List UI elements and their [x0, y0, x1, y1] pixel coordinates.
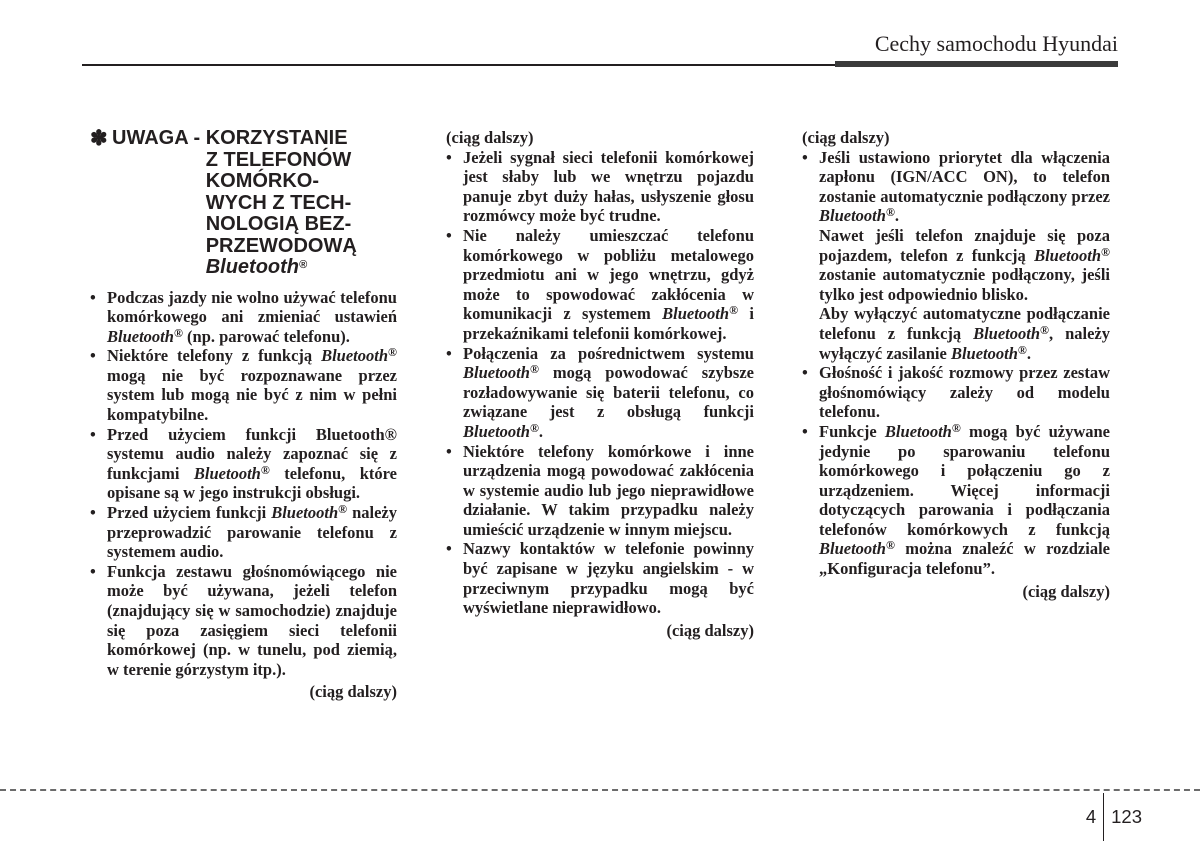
- list-item-text: [107, 562, 397, 680]
- text-run: mogą powodować szybsze rozładowywanie się baterii telefonu, co związane jest z obsługą funkcji: [463, 363, 754, 422]
- brand-name: Bluetooth: [819, 539, 886, 559]
- text-run: .: [538, 421, 544, 441]
- page-number: [1086, 789, 1142, 845]
- list-item: [90, 503, 397, 562]
- bullet-icon: •: [90, 346, 96, 366]
- list-item: [802, 148, 1110, 364]
- registered-mark: ®: [885, 205, 895, 220]
- text-run: .: [1026, 343, 1031, 363]
- text-run: Połączenia za pośrednictwem systemu: [463, 343, 754, 363]
- list-item: [90, 562, 397, 680]
- registered-mark: ®: [529, 420, 539, 435]
- brand-name: Bluetooth: [884, 421, 952, 441]
- text-run: Przed użyciem funkcji Bluetooth® systemu audio należy zapoznać się z funkcjami: [107, 424, 397, 483]
- list-item-text: [463, 539, 754, 617]
- header-rule-accent: [835, 61, 1118, 67]
- list-item-paragraph: [819, 148, 1110, 226]
- text-run: należy przeprowadzić parowanie telefonu z systemem audio.: [107, 503, 397, 562]
- text-run: telefonu, które opisane są w jego instrukcji obsługi.: [107, 463, 397, 503]
- page-number-value: 123: [1111, 806, 1142, 827]
- bullet-list: [446, 148, 754, 618]
- registered-mark: ®: [1101, 244, 1110, 259]
- continued-note: (ciąg dalszy): [309, 682, 397, 702]
- text-run: Funkcje: [819, 421, 885, 441]
- list-item-text: [463, 442, 754, 540]
- text-run: można znaleźć w rozdziale „Konfiguracja telefonu”.: [819, 539, 1110, 579]
- text-run: Nazwy kontaktów w telefonie powinny być zapisane w języku angielskim - w przeciwnym przypadku mogą być wyświetlane nieprawidłowo.: [463, 539, 754, 618]
- text-run: i przekaźnikami telefonii komórkowej.: [463, 304, 754, 343]
- list-item: [446, 344, 754, 442]
- bullet-icon: •: [90, 503, 96, 523]
- text-run: Nie należy umieszczać telefonu komórkowego w pobliżu metalowego przedmiotu ani w jego wnętrzu, gdyż może to spowodować zakłócenia w komunikacji z systemem: [463, 225, 754, 324]
- brand-name: Bluetooth: [107, 326, 174, 346]
- brand-name: Bluetooth: [662, 304, 730, 324]
- registered-mark: ®: [729, 303, 739, 318]
- brand-name: Bluetooth: [193, 463, 261, 483]
- registered-mark: ®: [1017, 342, 1027, 357]
- continued-note: (ciąg dalszy): [666, 620, 754, 640]
- list-item: [446, 148, 754, 226]
- column-1: [90, 128, 397, 702]
- registered-mark: ®: [260, 462, 270, 477]
- bullet-list: [90, 288, 397, 680]
- text-run: Nawet jeśli telefon znajduje się poza pojazdem, telefon z funkcją: [819, 225, 1110, 265]
- column-3: [802, 128, 1110, 601]
- bullet-icon: •: [802, 421, 808, 441]
- text-run: .: [894, 206, 900, 226]
- brand-name: Bluetooth: [1034, 245, 1102, 265]
- bullet-icon: •: [446, 147, 452, 167]
- bullet-icon: •: [802, 147, 808, 167]
- text-run: Funkcja zestawu głośnomówiącego nie może być używana, jeżeli telefon (znajdujący się w samochodzie) znajduje się poza zasięgiem sieci telefonii komórkowej (np. w tunelu, pod ziemią, w terenie górzystym itp.).: [107, 561, 397, 679]
- registered-mark: ®: [885, 538, 895, 553]
- bullet-icon: •: [90, 561, 96, 581]
- bullet-icon: •: [90, 287, 96, 307]
- registered-mark: ®: [951, 420, 961, 435]
- list-item-text: [107, 425, 397, 503]
- list-item-text: [107, 288, 397, 347]
- column-2: [446, 128, 754, 640]
- list-item-text: [819, 422, 1110, 579]
- bullet-icon: •: [90, 424, 96, 444]
- text-run: mogą nie być rozpoznawane przez system lub mogą nie być z nim w pełni kompatybilne.: [107, 365, 397, 425]
- text-run: Aby wyłączyć automatyczne podłączanie telefonu z funkcją: [819, 304, 1110, 343]
- list-item: [446, 539, 754, 617]
- heading-brand: [206, 257, 357, 279]
- asterisk-icon: ✽: [90, 127, 108, 150]
- list-item-text: [463, 148, 754, 226]
- text-run: Jeżeli sygnał sieci telefonii komórkowej jest słaby lub we wnętrzu pojazdu panuje zbyt duży hałas, usłyszenie głosu rozmówcy może być trudne.: [463, 147, 754, 226]
- continued-note: (ciąg dalszy): [1022, 581, 1110, 601]
- bullet-icon: •: [446, 225, 452, 245]
- brand-name: Bluetooth: [973, 323, 1041, 343]
- page-number-divider: [1103, 793, 1104, 841]
- list-item: [90, 425, 397, 503]
- text-run: Niektóre telefony komórkowe i inne urządzenia mogą powodować zakłócenia w systemie audio lub jego nieprawidłowe działanie. W takim przypadku należy umieścić urządzenie w innym miejscu.: [463, 441, 754, 539]
- text-run: Podczas jazdy nie wolno używać telefonu komórkowego ani zmieniać ustawień: [107, 287, 397, 327]
- chapter-number: 4: [1085, 806, 1097, 827]
- list-item-text: [819, 148, 1110, 364]
- bullet-icon: •: [446, 343, 452, 363]
- list-item: [446, 226, 754, 344]
- text-run: mogą być używane jedynie po sparowaniu telefonu komórkowego i połączeniu go z urządzeniem. Więcej informacji dotyczących parowania i podłączania telefonów komórkowych z funkcją: [819, 421, 1110, 539]
- brand-name: Bluetooth: [321, 346, 389, 366]
- text-run: (np. parować telefonu).: [182, 326, 350, 346]
- list-item: [802, 422, 1110, 579]
- heading-line: KORZYSTANIE: [205, 127, 348, 149]
- continued-note-top: (ciąg dalszy): [446, 128, 534, 147]
- bullet-icon: •: [802, 363, 808, 383]
- heading-line: NOLOGIĄ BEZ-: [205, 213, 352, 235]
- brand-name: Bluetooth: [463, 363, 530, 383]
- list-item: [446, 442, 754, 540]
- brand-name: Bluetooth: [819, 206, 886, 226]
- heading-line: PRZEWODOWĄ: [205, 234, 357, 257]
- page-header-title: Cechy samochodu Hyundai: [874, 31, 1118, 56]
- section-heading: [90, 128, 397, 279]
- bullet-list: [802, 148, 1110, 579]
- text-run: zostanie automatycznie podłączony, jeśli tylko jest odpowiednio blisko.: [819, 265, 1110, 304]
- list-item: [90, 288, 397, 347]
- list-item-text: [107, 346, 397, 424]
- list-item: [802, 363, 1110, 422]
- text-run: , należy wyłączyć zasilanie: [819, 323, 1110, 363]
- registered-mark: ®: [173, 325, 183, 340]
- registered-mark: ®: [388, 345, 397, 360]
- list-item-text: [463, 226, 754, 344]
- text-run: Niektóre telefony z funkcją: [107, 346, 322, 366]
- footer-dashed-rule: [0, 789, 1200, 791]
- list-item-paragraph: [819, 226, 1110, 304]
- list-item-text: [819, 363, 1110, 422]
- heading-line: Z TELEFONÓW: [205, 148, 352, 171]
- heading-line: WYCH Z TECH-: [205, 191, 352, 214]
- registered-mark: ®: [529, 362, 539, 377]
- continued-note-top: (ciąg dalszy): [802, 128, 890, 147]
- bullet-icon: •: [446, 441, 452, 461]
- text-run: Głośność i jakość rozmowy przez zestaw głośnomówiący zależy od modelu telefonu.: [819, 363, 1110, 422]
- heading-line: KOMÓRKO-: [205, 170, 320, 192]
- heading-title: [206, 128, 357, 279]
- list-item-text: [107, 503, 397, 562]
- list-item: [90, 346, 397, 424]
- list-item-paragraph: [819, 304, 1110, 363]
- heading-brand-name: Bluetooth: [205, 256, 300, 278]
- registered-mark: ®: [338, 502, 348, 517]
- list-item-text: [463, 344, 754, 442]
- brand-name: Bluetooth: [463, 421, 530, 441]
- registered-mark: ®: [299, 259, 308, 271]
- brand-name: Bluetooth: [950, 343, 1018, 363]
- bullet-icon: •: [446, 539, 452, 559]
- registered-mark: ®: [1040, 322, 1049, 337]
- text-run: Przed użyciem funkcji: [107, 503, 272, 523]
- brand-name: Bluetooth: [271, 503, 339, 523]
- heading-prefix: UWAGA -: [112, 127, 206, 149]
- text-run: Jeśli ustawiono priorytet dla włączenia zapłonu (IGN/ACC ON), to telefon zostanie automatycznie podłączony przez: [819, 147, 1110, 206]
